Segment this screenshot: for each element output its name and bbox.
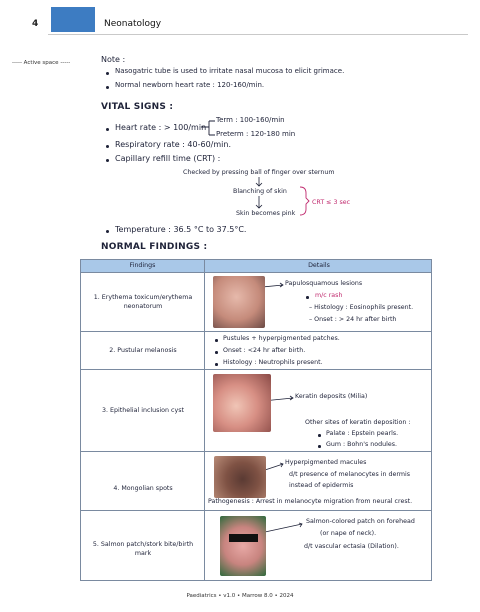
bullet <box>318 434 321 437</box>
bullet <box>306 296 309 299</box>
heart-rate-text: Heart rate : > 100/min <box>115 123 207 132</box>
crt-step-pink: Skin becomes pink <box>236 210 296 217</box>
erythema-toxicum-photo <box>213 276 265 328</box>
detail-papulosquamous: Papulosquamous lesions <box>285 280 363 287</box>
table-row-finding: 1. Erythema toxicum/erythema neonatorum <box>93 294 193 310</box>
column-header-findings: Findings <box>129 262 156 269</box>
column-header-details: Details <box>308 262 330 269</box>
detail-bohns-nodules: Gum : Bohn's nodules. <box>326 441 398 448</box>
detail-melanocytes-dermis: d/t presence of melanocytes in dermis <box>289 471 410 478</box>
term-heart-rate: Term : 100-160/min <box>216 116 285 124</box>
crt-value: CRT ≤ 3 sec <box>312 199 351 206</box>
detail-onset-lt24: Onset : <24 hr after birth. <box>223 347 306 354</box>
detail-salmon-patch: Salmon-colored patch on forehead <box>306 518 415 525</box>
detail-histology-eosinophils: – Histology : Eosinophils present. <box>309 304 414 311</box>
mongolian-spots-photo <box>214 456 266 498</box>
respiratory-rate-text: Respiratory rate : 40-60/min. <box>115 140 231 149</box>
detail-keratin-deposits: Keratin deposits (Milia) <box>295 393 368 400</box>
preterm-heart-rate: Preterm : 120-180 min <box>216 130 296 138</box>
chapter-title: Neonatology <box>104 19 162 29</box>
row-divider <box>81 510 431 511</box>
detail-vascular-ectasia: d/t vascular ectasia (Dilation). <box>304 543 399 550</box>
table-row-finding: 5. Salmon patch/stork bite/birth mark <box>92 541 194 557</box>
bullet <box>215 351 218 354</box>
crt-text: Capillary refill time (CRT) : <box>115 154 221 163</box>
detail-mc-rash: m/c rash <box>315 292 343 299</box>
note-item: Normal newborn heart rate : 120-160/min. <box>115 81 265 89</box>
detail-epstein-pearls: Palate : Epstein pearls. <box>326 430 399 437</box>
normal-findings-heading: NORMAL FINDINGS : <box>101 242 208 252</box>
table-row-finding: 2. Pustular melanosis <box>109 347 177 354</box>
table-row-finding: 3. Epithelial inclusion cyst <box>102 407 184 414</box>
row-divider <box>81 369 431 370</box>
crt-step-press: Checked by pressing ball of finger over sternum <box>183 169 335 176</box>
detail-onset-24hr: – Onset : > 24 hr after birth <box>309 316 397 323</box>
bullet <box>215 363 218 366</box>
salmon-patch-photo <box>220 516 266 576</box>
row-divider <box>81 451 431 452</box>
note-item: Nasogatric tube is used to irritate nasal mucosa to elicit grimace. <box>115 67 345 75</box>
crt-step-blanching: Blanching of skin <box>233 188 287 195</box>
bullet <box>215 339 218 342</box>
detail-other-sites: Other sites of keratin deposition : <box>305 419 411 426</box>
detail-hyperpigmented-macules: Hyperpigmented macules <box>285 459 367 466</box>
eye-mask-bar <box>229 534 258 542</box>
note-label: Note : <box>101 55 126 64</box>
active-space-label: ----- Active space ----- <box>12 60 71 66</box>
table-row-finding: 4. Mongolian spots <box>113 485 173 492</box>
epithelial-cyst-photo <box>213 374 271 432</box>
page-number: 4 <box>32 19 39 29</box>
row-divider <box>81 331 431 332</box>
page-footer: Paediatrics • v1.0 • Marrow 8.0 • 2024 <box>186 593 294 599</box>
detail-instead-epidermis: instead of epidermis <box>289 482 354 489</box>
bullet <box>318 445 321 448</box>
vital-signs-heading: VITAL SIGNS : <box>101 102 174 112</box>
column-divider <box>204 260 205 580</box>
detail-pustules: Pustules + hyperpigmented patches. <box>223 335 340 342</box>
detail-nape-of-neck: (or nape of neck). <box>320 530 377 537</box>
temperature-text: Temperature : 36.5 °C to 37.5°C. <box>115 225 247 234</box>
detail-pathogenesis: Pathogenesis : Arrest in melanocyte migration from neural crest. <box>208 498 413 505</box>
detail-histology-neutrophils: Histology : Neutrophils present. <box>223 359 323 366</box>
